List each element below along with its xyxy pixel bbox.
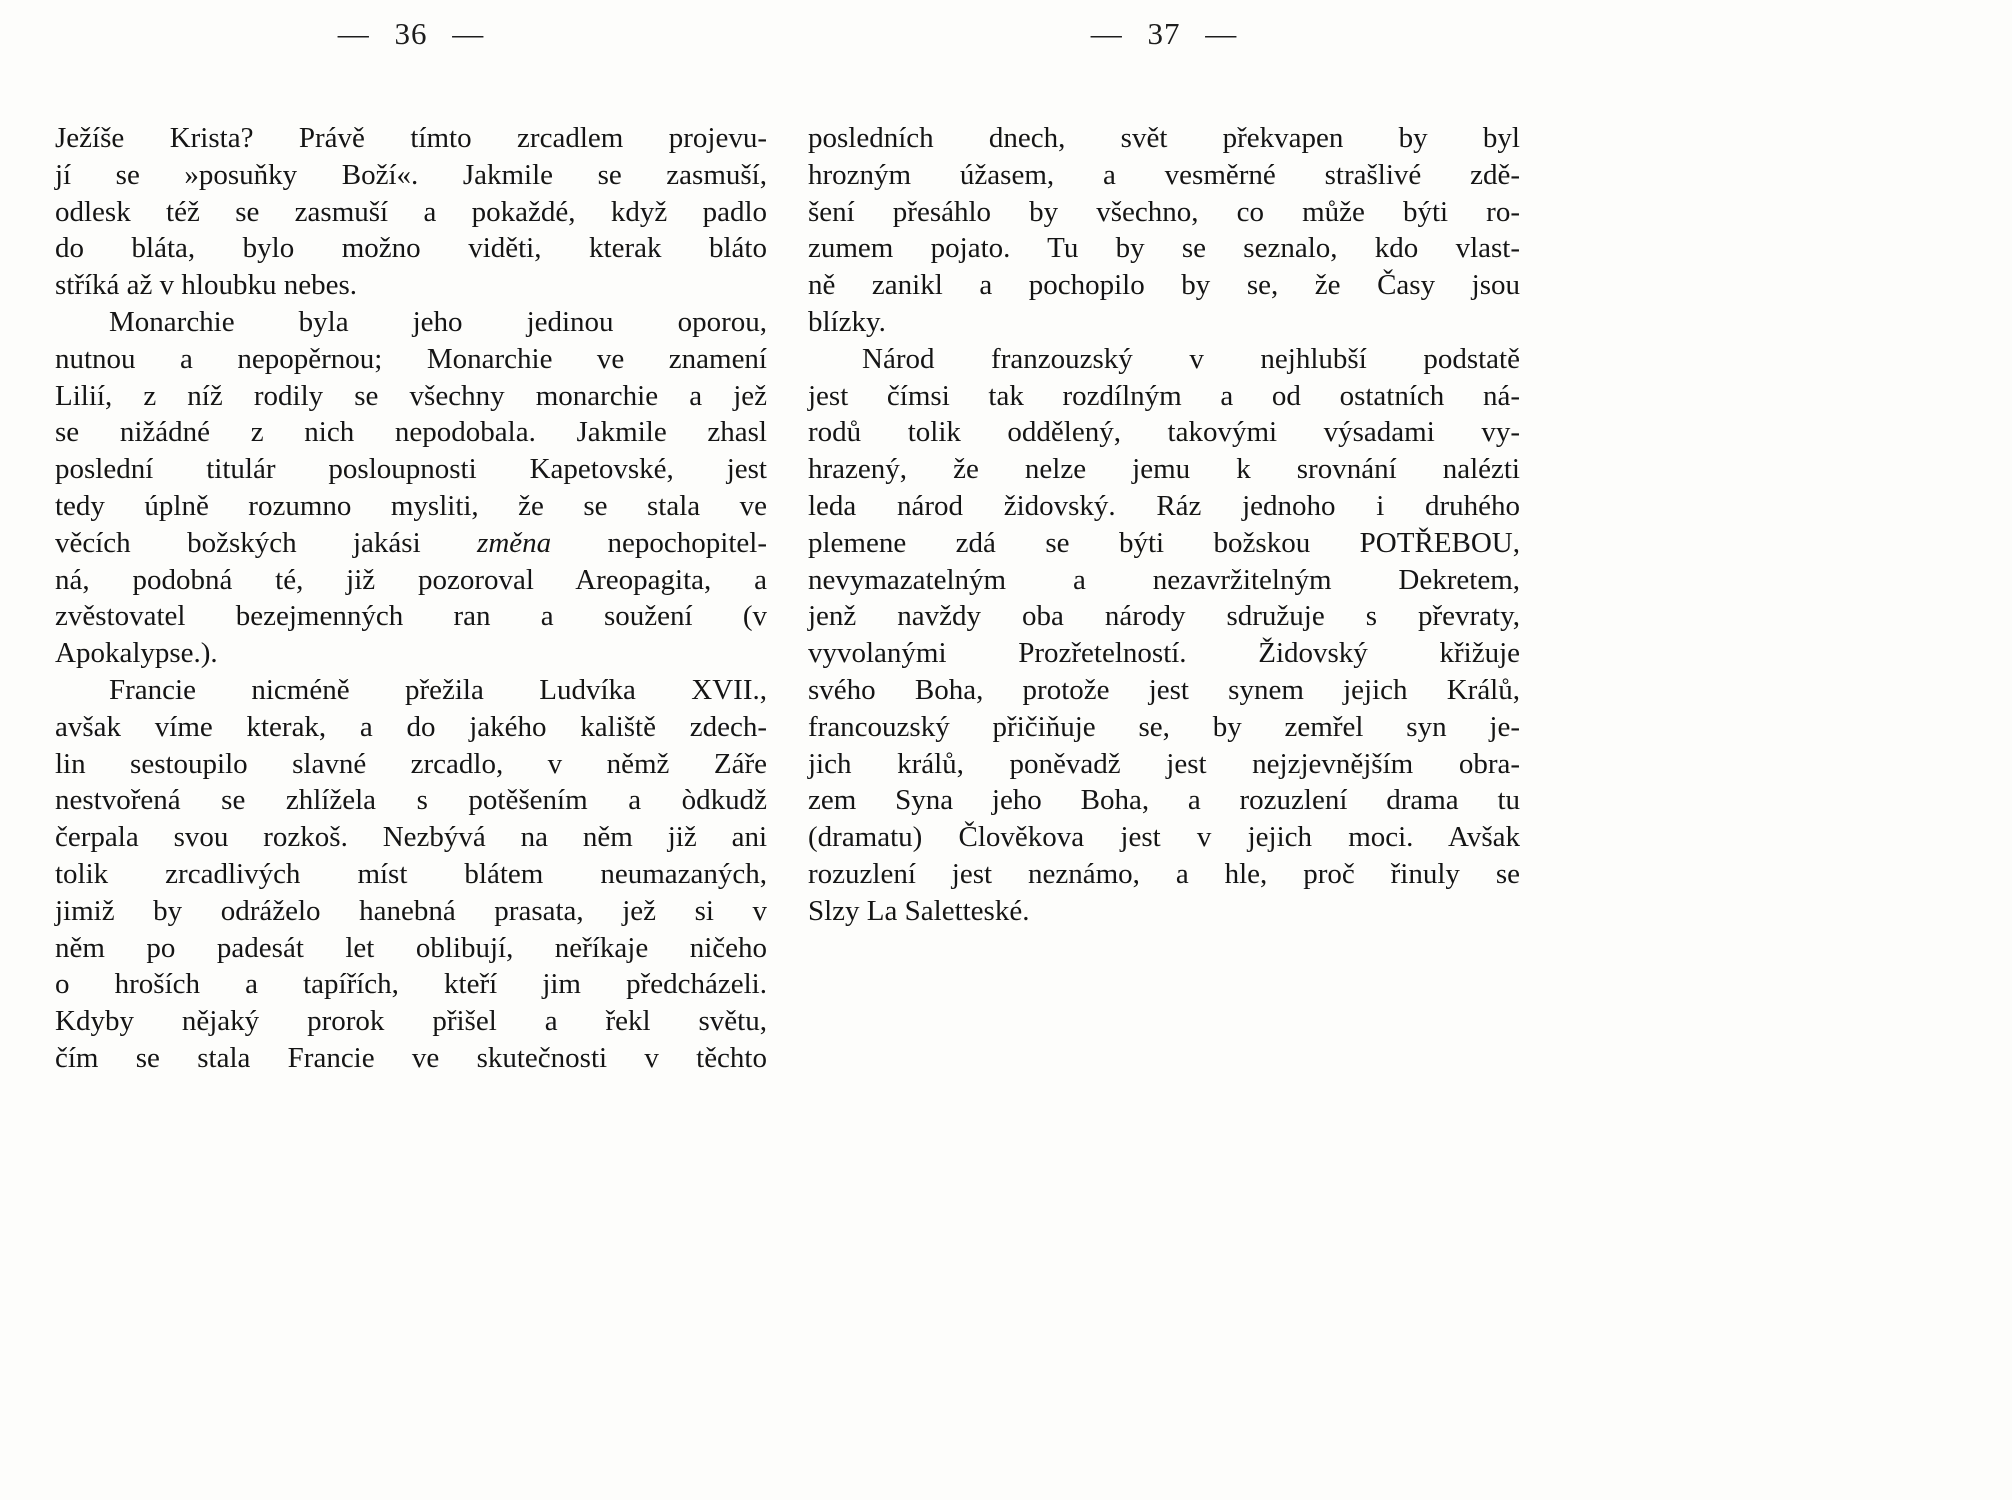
text-segment: o hroších a tapířích, kteří jim předcházeli.	[55, 968, 767, 1001]
text-line	[55, 267, 767, 304]
text-line	[55, 304, 767, 341]
text-segment: zumem pojato. Tu by se seznalo, kdo vlast-	[808, 232, 1520, 265]
text-segment: čím se stala Francie ve skutečnosti v těchto	[55, 1041, 767, 1074]
text-segment: tolik zrcadlivých míst blátem neumazaných,	[55, 857, 767, 890]
text-line	[55, 966, 767, 1003]
text-segment: hrazený, že nelze jemu k srovnání nalézti	[808, 453, 1520, 486]
text-segment: nepochopitel-	[551, 526, 767, 559]
text-segment: hrozným úžasem, a vesměrné strašlivé zdě-	[808, 158, 1520, 191]
text-segment: leda národ židovský. Ráz jednoho i druhého	[808, 489, 1520, 522]
text-line	[55, 120, 767, 157]
text-segment: posledních dnech, svět překvapen by byl	[808, 122, 1520, 154]
text-line	[55, 378, 767, 415]
text-segment: avšak víme kterak, a do jakého kaliště zdech-	[55, 710, 767, 743]
text-line	[55, 488, 767, 525]
text-line	[55, 525, 767, 562]
text-line	[808, 893, 1520, 930]
text-line	[55, 194, 767, 231]
text-segment: lin sestoupilo slavné zrcadlo, v němž Záře	[55, 747, 767, 780]
text-line	[808, 746, 1520, 783]
text-line	[808, 230, 1520, 267]
text-line	[808, 562, 1520, 599]
text-segment: věcích božských jakási	[55, 526, 478, 559]
text-segment: jich králů, poněvadž jest nejzjevnějším obra-	[808, 747, 1520, 780]
text-line	[55, 893, 767, 930]
text-line	[55, 746, 767, 783]
text-line	[808, 598, 1520, 635]
text-segment: rozuzlení jest neznámo, a hle, proč řinuly se	[808, 857, 1520, 890]
text-line	[55, 635, 767, 672]
text-segment: plemene zdá se býti božskou POTŘEBOU,	[808, 526, 1520, 559]
text-line	[808, 267, 1520, 304]
page-right	[808, 0, 1520, 1500]
text-segment: Lilií, z níž rodily se všechny monarchie a jež	[55, 379, 767, 412]
text-line	[55, 672, 767, 709]
text-line	[808, 782, 1520, 819]
text-segment: tedy úplně rozumno mysliti, že se stala ve	[55, 489, 767, 522]
text-segment: se nižádné z nich nepodobala. Jakmile zhasl	[55, 416, 767, 449]
text-segment: čerpala svou rozkoš. Nezbývá na něm již ani	[55, 821, 767, 854]
text-segment: ná, podobná té, již pozoroval Areopagita, a	[55, 563, 767, 596]
text-line	[55, 930, 767, 967]
text-segment: poslední titulár posloupnosti Kapetovské, jest	[55, 453, 767, 486]
text-segment: šení přesáhlo by všechno, co může býti ro-	[808, 195, 1520, 228]
text-line	[808, 378, 1520, 415]
text-segment: jest čímsi tak rozdílným a od ostatních ná-	[808, 379, 1520, 412]
text-line	[55, 598, 767, 635]
text-segment: Francie nicméně přežila Ludvíka XVII.,	[109, 673, 767, 706]
page-left	[55, 0, 767, 1500]
text-segment: (dramatu) Člověkova jest v jejich moci. Avšak	[808, 821, 1520, 854]
text-segment: ně zanikl a pochopilo by se, že Časy jsou	[808, 269, 1520, 302]
text-line	[808, 157, 1520, 194]
text-segment: zem Syna jeho Boha, a rozuzlení drama tu	[808, 784, 1520, 817]
text-segment: nestvořená se zhlížela s potěšením a òdkudž	[55, 784, 767, 817]
text-line	[55, 451, 767, 488]
text-line	[55, 709, 767, 746]
page-number-header-left: — 36 —	[337, 16, 485, 51]
text-segment: odlesk též se zasmuší a pokaždé, když padlo	[55, 195, 767, 228]
text-segment: Apokalypse.).	[55, 637, 218, 670]
page-body-left	[55, 120, 767, 1077]
emphasized-word: změna	[477, 526, 552, 559]
page-number-header-right: — 37 —	[1090, 16, 1238, 51]
text-segment: Monarchie byla jeho jedinou oporou,	[109, 305, 767, 338]
text-segment: jí se »posuňky Boží«. Jakmile se zasmuší,	[55, 158, 767, 191]
text-segment: blízky.	[808, 305, 886, 338]
page-body-right	[808, 120, 1520, 930]
text-segment: Ježíše Krista? Právě tímto zrcadlem projevu-	[55, 122, 767, 154]
text-segment: jimiž by odráželo hanebná prasata, jež si v	[55, 894, 767, 927]
text-line	[55, 414, 767, 451]
text-segment: stříká až v hloubku nebes.	[55, 269, 358, 302]
text-segment: jenž navždy oba národy sdružuje s převraty,	[808, 600, 1520, 633]
text-line	[808, 341, 1520, 378]
text-line	[808, 856, 1520, 893]
text-segment: něm po padesát let oblibují, neříkaje ničeho	[55, 931, 767, 964]
text-line	[55, 157, 767, 194]
text-line	[808, 488, 1520, 525]
text-line	[55, 230, 767, 267]
text-line	[808, 120, 1520, 157]
text-line	[55, 341, 767, 378]
text-line	[808, 194, 1520, 231]
text-line	[55, 562, 767, 599]
text-segment: Kdyby nějaký prorok přišel a řekl světu,	[55, 1005, 767, 1038]
text-line	[55, 856, 767, 893]
text-line	[55, 1040, 767, 1077]
text-segment: zvěstovatel bezejmenných ran a soužení (v	[55, 600, 767, 633]
text-line	[808, 672, 1520, 709]
text-segment: Národ franzouzský v nejhlubší podstatě	[862, 342, 1520, 375]
text-line	[808, 414, 1520, 451]
text-line	[808, 635, 1520, 672]
text-segment: nutnou a nepopěrnou; Monarchie ve znamení	[55, 342, 767, 375]
text-segment: vyvolanými Prozřetelností. Židovský křižuje	[808, 637, 1520, 670]
text-line	[808, 709, 1520, 746]
text-segment: do bláta, bylo možno viděti, kterak bláto	[55, 232, 767, 265]
text-segment: francouzský přičiňuje se, by zemřel syn je-	[808, 710, 1520, 743]
text-segment: rodů tolik oddělený, takovými výsadami vy-	[808, 416, 1520, 449]
text-segment: Slzy La Saletteské.	[808, 894, 1030, 927]
text-line	[808, 451, 1520, 488]
text-line	[808, 819, 1520, 856]
text-line	[808, 525, 1520, 562]
text-line	[55, 782, 767, 819]
text-line	[55, 819, 767, 856]
text-line	[55, 1003, 767, 1040]
text-segment: nevymazatelným a nezavržitelným Dekretem,	[808, 563, 1520, 596]
text-line	[808, 304, 1520, 341]
text-segment: svého Boha, protože jest synem jejich Králů,	[808, 673, 1520, 706]
